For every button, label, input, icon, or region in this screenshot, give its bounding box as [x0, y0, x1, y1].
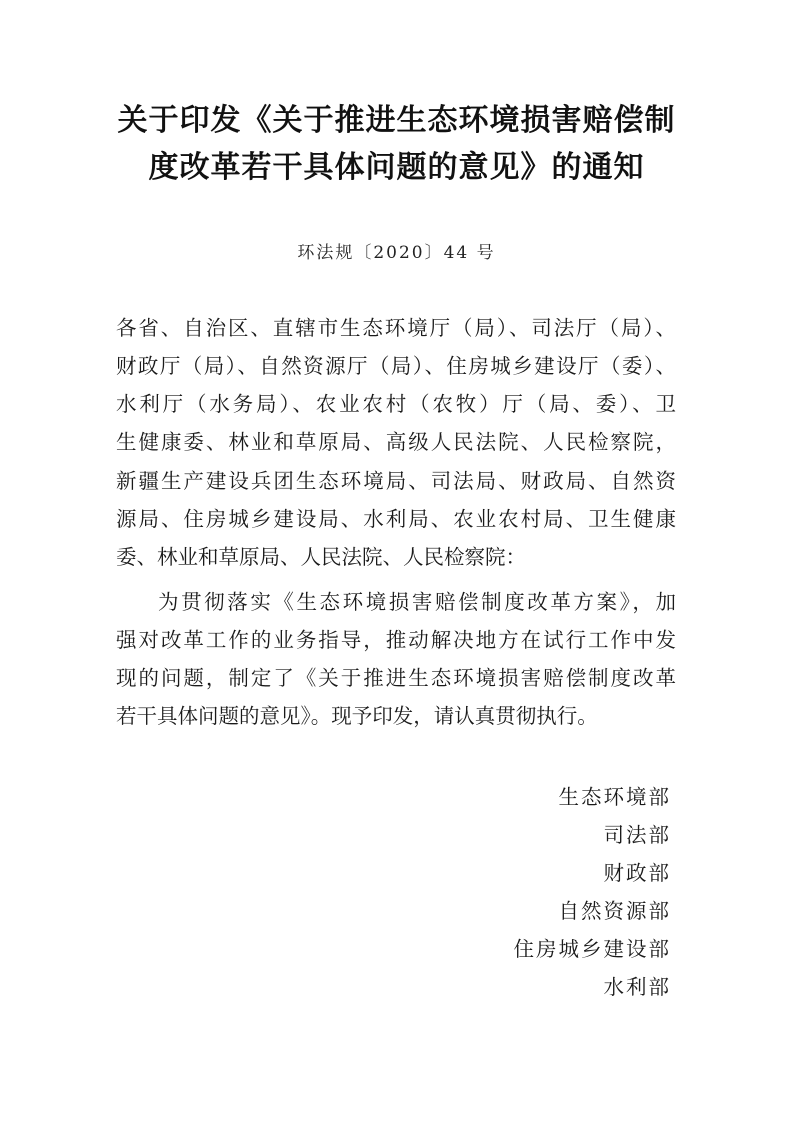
addressee-line: 源局、住房城乡建设局、水利局、农业农村局、卫生健康: [116, 507, 676, 531]
addressee-line: 生健康委、林业和草原局、高级人民法院、人民检察院，: [116, 430, 676, 454]
signer-ministry: 住房城乡建设部: [513, 937, 671, 961]
body-line: 若干具体问题的意见》。现予印发，请认真贯彻执行。: [116, 704, 598, 728]
document-title-line-1: 关于印发《关于推进生态环境损害赔偿制: [117, 103, 676, 138]
addressee-line: 委、林业和草原局、人民法院、人民检察院：: [116, 545, 526, 569]
signer-ministry: 司法部: [603, 823, 671, 847]
body-line: 强对改革工作的业务指导，推动解决地方在试行工作中发: [116, 628, 676, 652]
signers-block: [514, 778, 672, 1006]
addressee-line: 新疆生产建设兵团生态环境局、司法局、财政局、自然资: [116, 469, 676, 493]
signer-ministry: 生态环境部: [558, 785, 671, 809]
body-line: 现的问题，制定了《关于推进生态环境损害赔偿制度改革: [116, 666, 676, 690]
document-number: 环法规〔2020〕44 号: [297, 243, 496, 263]
addressee-line: 各省、自治区、直辖市生态环境厅（局）、司法厅（局）、: [116, 316, 676, 340]
addressee-line: 水利厅（水务局）、农业农村（农牧）厅（局、委）、卫: [116, 392, 676, 416]
body-line: 为贯彻落实《生态环境损害赔偿制度改革方案》，加: [158, 590, 676, 614]
signer-ministry: 财政部: [603, 861, 671, 885]
document-title-line-2: 度改革若干具体问题的意见》的通知: [148, 150, 645, 185]
signer-ministry: 水利部: [603, 975, 671, 999]
addressee-line: 财政厅（局）、自然资源厅（局）、住房城乡建设厅（委）、: [116, 354, 676, 378]
signer-ministry: 自然资源部: [558, 899, 671, 923]
